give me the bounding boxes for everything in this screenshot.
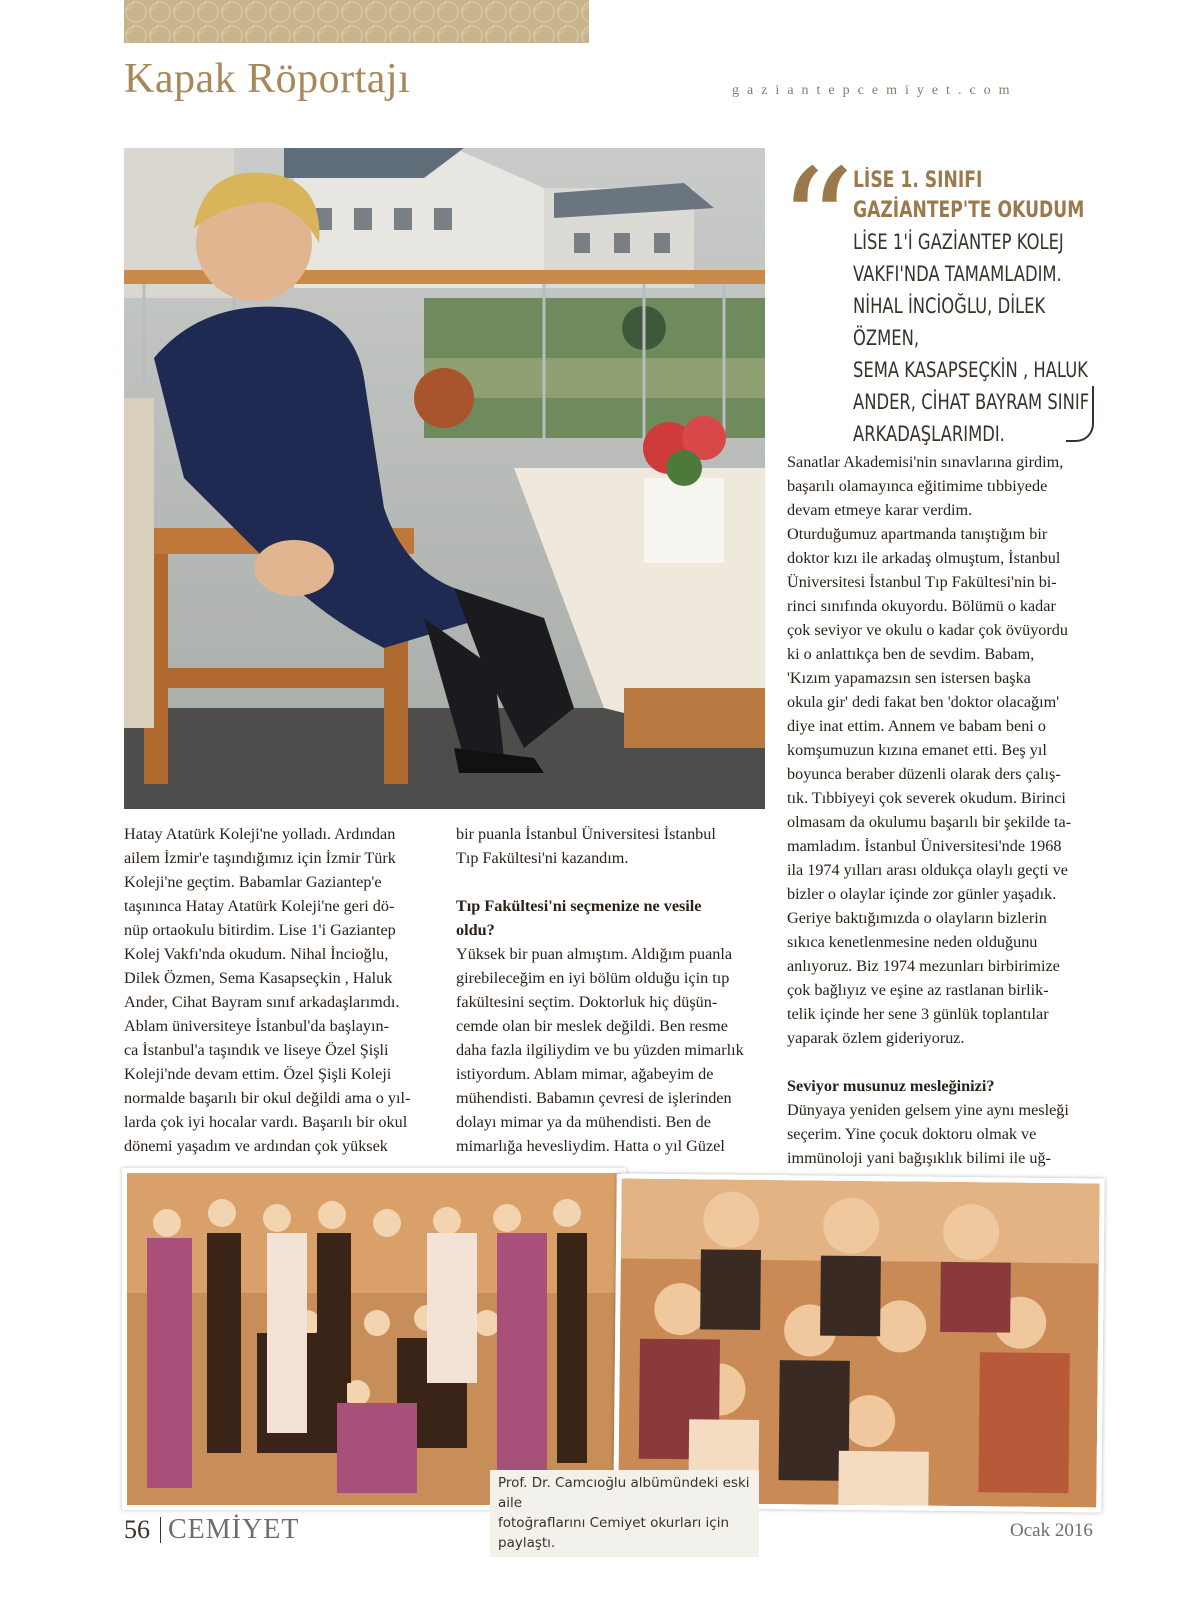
page-number: 56 bbox=[124, 1515, 150, 1544]
text-line: fakültesini seçtim. Doktorluk hiç düşün- bbox=[456, 993, 718, 1011]
text-line: Dünyaya yeniden gelsem yine aynı mesleği bbox=[787, 1101, 1069, 1119]
text-line: girebileceğim en iyi bölüm olduğu için tıp bbox=[456, 969, 730, 987]
text-line: Ander, Cihat Bayram sınıf arkadaşlarımdı. bbox=[124, 993, 400, 1011]
footer-divider bbox=[160, 1517, 161, 1543]
text-line: ailem İzmir'e taşındığımız için İzmir Türk bbox=[124, 849, 396, 867]
pull-quote-heading-line: LİSE 1. SINIFI bbox=[853, 168, 983, 193]
text-line: Sanatlar Akademisi'nin sınavlarına girdim, bbox=[787, 453, 1064, 471]
text-line: normalde başarılı bir okul değildi ama o yıl- bbox=[124, 1089, 411, 1107]
interview-question: Tıp Fakültesi'ni seçmenize ne vesile bbox=[456, 897, 702, 915]
text-line: ki o anlattıkça ben de sevdim. Babam, bbox=[787, 645, 1035, 663]
text-line: yaparak özlem gideriyoruz. bbox=[787, 1029, 965, 1047]
text-line: Hatay Atatürk Koleji'ne yolladı. Ardından bbox=[124, 825, 396, 843]
pull-quote-line: SEMA KASAPSEÇKİN , HALUK bbox=[853, 358, 1088, 382]
text-line: Ablam üniversiteye İstanbul'da başlayın- bbox=[124, 1017, 389, 1035]
text-line: olmasam da okulumu başarılı bir şekilde ta- bbox=[787, 813, 1072, 831]
text-line: Oturduğumuz apartmanda tanıştığım bir bbox=[787, 525, 1048, 543]
text-line: telik içinde her sene 3 günlük toplantılar bbox=[787, 1005, 1049, 1023]
text-line: devam etmeye karar verdim. bbox=[787, 501, 973, 519]
text-line: anlıyoruz. Biz 1974 mezunları birbirimize bbox=[787, 957, 1060, 975]
text-line: rinci sınıfında okuyordu. Bölümü o kadar bbox=[787, 597, 1056, 615]
text-line: çok bağlıyız ve eşine az rastlanan birlik- bbox=[787, 981, 1049, 999]
caption-line: Prof. Dr. Camcıoğlu albümündeki eski aile bbox=[498, 1475, 750, 1511]
pull-quote-line: NİHAL İNCİOĞLU, DİLEK ÖZMEN, bbox=[853, 294, 1046, 350]
pull-quote-line: ANDER, CİHAT BAYRAM SINIF bbox=[853, 390, 1090, 414]
interview-question: oldu? bbox=[456, 921, 495, 939]
text-line: sıkıca kenetlenmesine neden olduğunu bbox=[787, 933, 1038, 951]
text-line: Koleji'ne geçtim. Babamlar Gaziantep'e bbox=[124, 873, 382, 891]
article-column-left bbox=[124, 822, 424, 1158]
pull-quote-heading-line: GAZİANTEP'TE OKUDUM bbox=[853, 198, 1085, 223]
text-line: Kolej Vakfı'nda okudum. Nihal İncioğlu, bbox=[124, 945, 389, 963]
text-line: boyunca beraber düzenli olarak ders çalış- bbox=[787, 765, 1061, 783]
pull-quote-line: VAKFI'NDA TAMAMLADIM. bbox=[853, 262, 1062, 286]
text-line: bir puanla İstanbul Üniversitesi İstanbul bbox=[456, 825, 716, 843]
text-line: mühendisti. Babamın çevresi de işlerinden bbox=[456, 1089, 732, 1107]
site-url[interactable]: gaziantepcemiyet.com bbox=[732, 83, 1018, 98]
text-line: çok seviyor ve okulu o kadar çok övüyordu bbox=[787, 621, 1068, 639]
text-line: diye inat ettim. Annem ve babam beni o bbox=[787, 717, 1046, 735]
quote-mark-icon: “ bbox=[778, 138, 855, 312]
pull-quote-heading bbox=[853, 166, 1114, 226]
pull-quote-line: LİSE 1'İ GAZİANTEP KOLEJ bbox=[853, 230, 1064, 254]
text-line: Koleji'nde devam ettim. Özel Şişli Koleji bbox=[124, 1065, 392, 1083]
text-line: daha fazla ilgiliydim ve bu yüzden mimarlık bbox=[456, 1041, 744, 1059]
text-line: Tıp Fakültesi'ni kazandım. bbox=[456, 849, 629, 867]
text-line: doktor kızı ile arkadaş olmuştum, İstanbul bbox=[787, 549, 1061, 567]
text-line: tık. Tıbbiyeyi çok severek okudum. Birinci bbox=[787, 789, 1066, 807]
text-line: ila 1974 yılları arası oldukça olaylı geçti ve bbox=[787, 861, 1068, 879]
issue-date: Ocak 2016 bbox=[1010, 1520, 1093, 1541]
pull-quote-bracket bbox=[1066, 386, 1094, 442]
text-line: larda çok iyi hocalar vardı. Başarılı bir okul bbox=[124, 1113, 408, 1131]
section-title: Kapak Röportajı bbox=[124, 56, 411, 102]
text-line: Yüksek bir puan almıştım. Aldığım puanla bbox=[456, 945, 733, 963]
text-line: 'Kızım yapamazsın sen istersen başka bbox=[787, 669, 1031, 687]
text-line: bizler o olaylar içinde zor günler yaşadık. bbox=[787, 885, 1057, 903]
text-line: immünoloji yani bağışıklık bilimi ile uğ- bbox=[787, 1149, 1051, 1167]
text-line: mamladım. İstanbul Üniversitesi'nde 1968 bbox=[787, 837, 1062, 855]
magazine-name: CEMİYET bbox=[168, 1514, 300, 1545]
text-line: dönemi yaşadım ve ardından çok yüksek bbox=[124, 1137, 388, 1155]
article-column-right bbox=[787, 450, 1097, 1170]
text-line: nüp ortaokulu bitirdim. Lise 1'i Gaziantep bbox=[124, 921, 396, 939]
interview-question: Seviyor musunuz mesleğinizi? bbox=[787, 1077, 995, 1095]
family-photo-portrait bbox=[613, 1173, 1104, 1512]
caption-line: fotoğraflarını Cemiyet okurları için paylaştı. bbox=[498, 1515, 730, 1551]
text-line: komşumuzun kızına emanet etti. Beş yıl bbox=[787, 741, 1047, 759]
family-photo-group bbox=[122, 1168, 626, 1510]
text-line: mimarlığa hevesliydim. Hatta o yıl Güzel bbox=[456, 1137, 725, 1155]
article-column-middle bbox=[456, 822, 756, 1158]
text-line: istiyordum. Ablam mimar, ağabeyim de bbox=[456, 1065, 714, 1083]
decorative-pattern-band bbox=[124, 0, 589, 43]
main-portrait-photo bbox=[124, 148, 765, 809]
text-line: Üniversitesi İstanbul Tıp Fakültesi'nin bi- bbox=[787, 573, 1057, 591]
pull-quote-line: ARKADAŞLARIMDI. bbox=[853, 422, 1005, 446]
text-line: ca İstanbul'a taşındık ve liseye Özel Şişli bbox=[124, 1041, 389, 1059]
text-line: okula gir' dedi fakat ben 'doktor olacağım' bbox=[787, 693, 1060, 711]
text-line: seçerim. Yine çocuk doktoru olmak ve bbox=[787, 1125, 1037, 1143]
text-line: başarılı olamayınca eğitimime tıbbiyede bbox=[787, 477, 1048, 495]
text-line: taşınınca Hatay Atatürk Koleji'ne geri dö- bbox=[124, 897, 395, 915]
text-line: Dilek Özmen, Sema Kasapseçkin , Haluk bbox=[124, 969, 393, 987]
text-line: cemde olan bir meslek değildi. Ben resme bbox=[456, 1017, 728, 1035]
text-line: Geriye baktığımızda o olayların bizlerin bbox=[787, 909, 1047, 927]
text-line: dolayı mimar ya da mühendisti. Ben de bbox=[456, 1113, 711, 1131]
photo-caption bbox=[490, 1470, 759, 1557]
